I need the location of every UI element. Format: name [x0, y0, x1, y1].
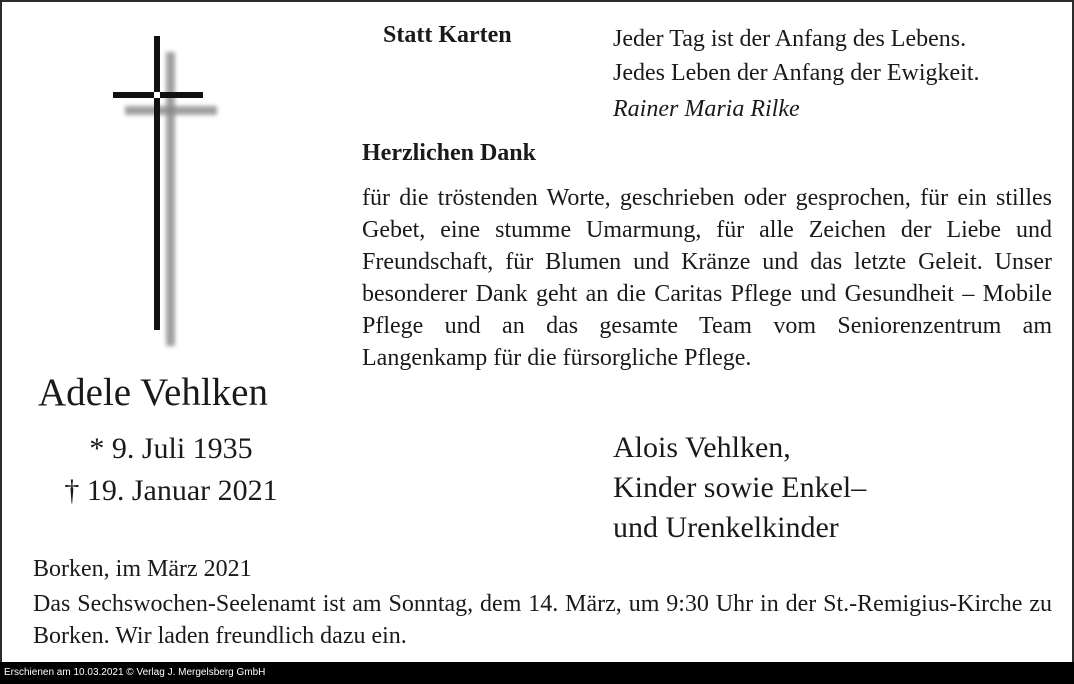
statt-karten-label: Statt Karten	[383, 22, 512, 48]
signature	[613, 428, 866, 548]
quote-line: Jeder Tag ist der Anfang des Lebens.	[613, 26, 967, 52]
thanks-title: Herzlichen Dank	[362, 140, 536, 166]
quote-author: Rainer Maria Rilke	[613, 96, 800, 122]
signature-line: Kinder sowie Enkel–	[613, 471, 867, 504]
publication-footer: Erschienen am 10.03.2021 © Verlag J. Mergelsberg GmbH	[0, 662, 1074, 684]
life-dates	[30, 428, 312, 512]
death-date: † 19. Januar 2021	[64, 474, 278, 507]
deceased-name: Adele Vehlken	[38, 371, 268, 414]
signature-line: und Urenkelkinder	[613, 511, 839, 544]
service-announcement: Das Sechswochen-Seelenamt ist am Sonntag, dem 14. März, um 9:30 Uhr in der St.-Remigius-Kirche zu Borken. Wir laden freundlich dazu ein.	[33, 591, 1052, 649]
signature-line: Alois Vehlken,	[613, 431, 791, 464]
place-date: Borken, im März 2021	[33, 556, 252, 582]
quote	[613, 22, 980, 90]
thanks-body: für die tröstenden Worte, geschrieben oder gesprochen, für ein stilles Gebet, eine stumme Umarmung, für alle Zeichen der Liebe und Freundschaft, für Blumen und Kränze und das letzte Geleit. Unser besonderer Dank geht an die Caritas Pflege und Gesundheit – Mobile Pflege und an das gesamte Team vom Seniorenzentrum am Langenkamp für die fürsorgliche Pflege.	[362, 185, 1052, 371]
quote-line: Jedes Leben der Anfang der Ewigkeit.	[613, 60, 980, 86]
birth-date: * 9. Juli 1935	[89, 432, 253, 465]
